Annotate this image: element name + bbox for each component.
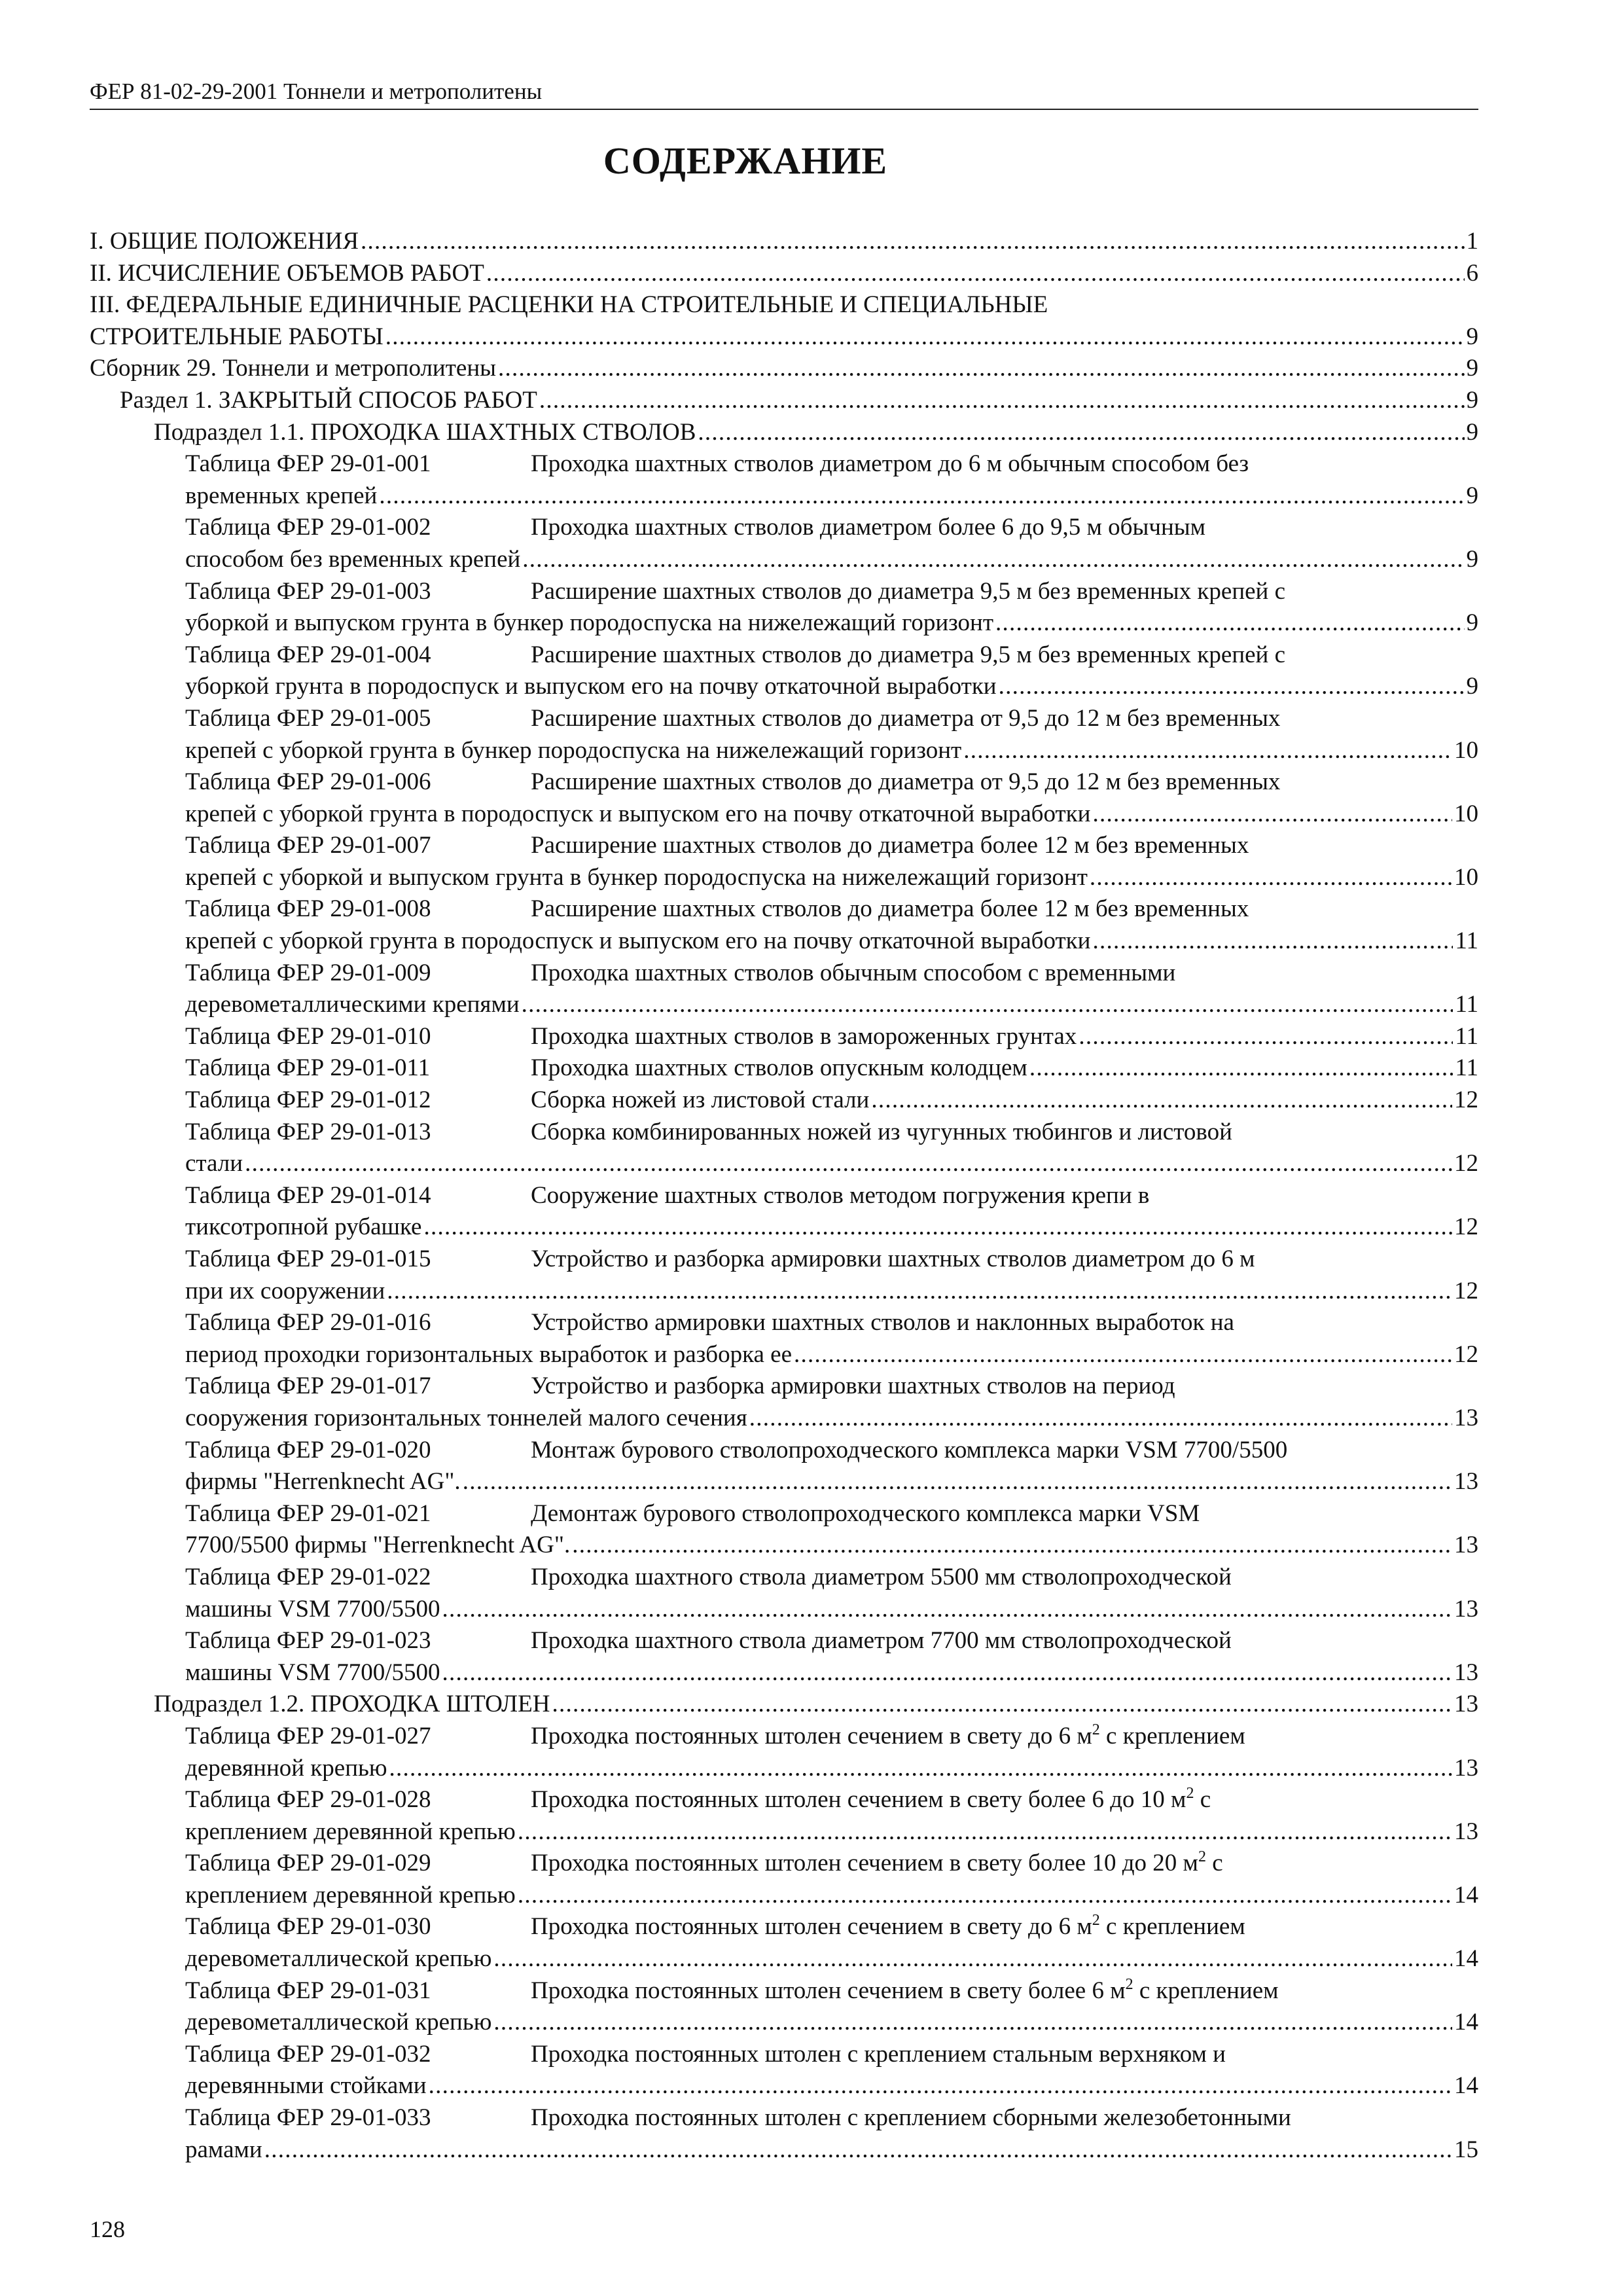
- toc-page-number: 9: [1466, 355, 1478, 382]
- toc-page-number: 14: [1454, 1945, 1478, 1973]
- toc-entry[interactable]: [154, 1689, 1478, 1721]
- toc-page-number: 12: [1454, 1213, 1478, 1241]
- toc-entry-text: III. ФЕДЕРАЛЬНЫЕ ЕДИНИЧНЫЕ РАСЦЕНКИ НА СТРОИТЕЛЬНЫЕ И СПЕЦИАЛЬНЫЕ: [90, 291, 1048, 319]
- toc-entry-text: Сборник 29. Тоннели и метрополитены: [90, 355, 496, 382]
- toc-entry-line-last: [185, 671, 1478, 703]
- toc-entry-text: Таблица ФЕР 29-01-031 Проходка постоянных штолен сечением в свету более 6 $м^2$ с креплением: [185, 1977, 1279, 2004]
- toc-entry-line-last: [185, 1339, 1478, 1371]
- toc-entry-text: Таблица ФЕР 29-01-003 Расширение шахтных стволов до диаметра 9,5 м без временных крепей с: [185, 578, 1285, 605]
- toc-entry[interactable]: [185, 448, 1478, 512]
- toc-dot-leader: [794, 1339, 1452, 1371]
- toc-dot-leader: [486, 258, 1465, 290]
- toc-table-code: Таблица ФЕР 29-01-030: [185, 1913, 431, 1941]
- toc-entry-line-last: [185, 925, 1478, 958]
- toc-entry[interactable]: [185, 512, 1478, 575]
- toc-dot-leader: [1029, 1052, 1454, 1085]
- toc-entry-line: [185, 639, 1478, 672]
- toc-entry-line-last: [90, 226, 1478, 258]
- toc-page-number: 9: [1466, 673, 1478, 700]
- toc-entry-line: [185, 512, 1478, 544]
- toc-entry-line: [185, 703, 1478, 735]
- toc-dot-leader: [429, 2070, 1452, 2102]
- toc-entry[interactable]: [185, 1371, 1478, 1434]
- toc-entry-line: [185, 1784, 1478, 1816]
- toc-entry-line: [185, 958, 1478, 990]
- toc-table-code: Таблица ФЕР 29-01-013: [185, 1118, 431, 1145]
- toc-dot-leader: [552, 1689, 1452, 1721]
- toc-entry-line-last: [90, 321, 1478, 353]
- toc-entry-line-last: [185, 1148, 1478, 1180]
- toc-entry-text: фирмы "Herrenknecht AG".: [185, 1468, 461, 1496]
- toc-table-code: Таблица ФЕР 29-01-004: [185, 641, 431, 668]
- toc-entry-text: Таблица ФЕР 29-01-007 Расширение шахтных стволов до диаметра более 12 м без временных: [185, 832, 1249, 859]
- toc-page-number: 9: [1466, 545, 1478, 573]
- toc-entry-text: Таблица ФЕР 29-01-030 Проходка постоянных штолен сечением в свету до 6 $м^2$ с креплением: [185, 1913, 1245, 1940]
- toc-table-code: Таблица ФЕР 29-01-005: [185, 704, 431, 732]
- toc-entry-line: [185, 2102, 1478, 2134]
- toc-entry-text: способом без временных крепей: [185, 545, 521, 573]
- toc-page-number: 11: [1455, 991, 1478, 1018]
- toc-entry-line-last: [185, 1052, 1478, 1085]
- toc-page-number: 10: [1454, 863, 1478, 891]
- toc-entry-text: Таблица ФЕР 29-01-009 Проходка шахтных стволов обычным способом с временными: [185, 960, 1175, 986]
- toc-table-code: Таблица ФЕР 29-01-033: [185, 2104, 431, 2132]
- toc-dot-leader: [963, 735, 1452, 767]
- toc-table-code: Таблица ФЕР 29-01-010: [185, 1022, 431, 1050]
- toc-entry-line: [185, 1975, 1478, 2007]
- toc-dot-leader: [493, 1943, 1452, 1975]
- toc-entry-line: [90, 289, 1478, 321]
- toc-entry-line-last: [154, 1689, 1478, 1721]
- toc-entry-text: деревометаллическими крепями: [185, 991, 520, 1018]
- toc-page-number: 15: [1454, 2136, 1478, 2163]
- toc-entry-text: Таблица ФЕР 29-01-011 Проходка шахтных стволов опускным колодцем: [185, 1052, 1027, 1085]
- toc-dot-leader: [423, 1211, 1452, 1244]
- toc-entry-text: Таблица ФЕР 29-01-028 Проходка постоянных штолен сечением в свету более 6 до 10 $м^2$ с: [185, 1786, 1211, 1813]
- toc-table-code: Таблица ФЕР 29-01-015: [185, 1246, 431, 1272]
- toc-entry-line-last: [90, 258, 1478, 290]
- toc-page-number: 11: [1455, 927, 1478, 955]
- toc-page-number: 1: [1466, 228, 1478, 255]
- toc-page-number: 9: [1466, 323, 1478, 350]
- toc-entry[interactable]: [185, 830, 1478, 893]
- toc-dot-leader: [518, 1880, 1452, 1912]
- toc-table-code: Таблица ФЕР 29-01-021: [185, 1499, 431, 1527]
- toc-entry-text: крепей с уборкой грунта в породоспуск и выпуском его на почву откаточной выработки: [185, 800, 1091, 827]
- toc-entry-line: [185, 1180, 1478, 1212]
- toc-entry[interactable]: [185, 1021, 1478, 1053]
- toc-entry-text: Таблица ФЕР 29-01-023 Проходка шахтного ствола диаметром 7700 мм стволопроходческой: [185, 1627, 1232, 1654]
- toc-table-code: Таблица ФЕР 29-01-031: [185, 1977, 431, 2004]
- toc-table-code: Таблица ФЕР 29-01-016: [185, 1309, 431, 1336]
- toc-entry-text: 7700/5500 фирмы "Herrenknecht AG".: [185, 1532, 571, 1559]
- toc-dot-leader: [572, 1530, 1452, 1562]
- toc-entry-line-last: [185, 1753, 1478, 1785]
- toc-entry[interactable]: [120, 385, 1478, 417]
- toc-entry-text: крепей с уборкой грунта в породоспуск и выпуском его на почву откаточной выработки: [185, 927, 1091, 955]
- toc-entry-line-last: [185, 2007, 1478, 2039]
- toc-entry-line-last: [185, 735, 1478, 767]
- toc-entry-text: СТРОИТЕЛЬНЫЕ РАБОТЫ: [90, 323, 383, 350]
- toc-dot-leader: [1092, 925, 1453, 958]
- toc-entry-line: [185, 830, 1478, 862]
- toc-entry-line: [185, 1911, 1478, 1943]
- toc-entry-line-last: [120, 385, 1478, 417]
- toc-page-number: 13: [1454, 1754, 1478, 1782]
- toc-entry-line: [185, 1562, 1478, 1594]
- toc-entry[interactable]: [185, 576, 1478, 639]
- toc-page-number: 13: [1454, 1404, 1478, 1431]
- toc-entry-line: [185, 1435, 1478, 1467]
- table-of-contents: [90, 226, 1478, 2166]
- toc-entry-text: Таблица ФЕР 29-01-032 Проходка постоянных штолен с креплением стальным верхняком и: [185, 2041, 1226, 2068]
- toc-entry-text: крепей с уборкой грунта в бункер породоспуска на нижележащий горизонт: [185, 736, 962, 764]
- toc-entry-text: Таблица ФЕР 29-01-013 Сборка комбинированных ножей из чугунных тюбингов и листовой: [185, 1119, 1232, 1145]
- toc-entry[interactable]: [90, 258, 1478, 290]
- toc-table-code: Таблица ФЕР 29-01-022: [185, 1563, 431, 1590]
- toc-entry-text: деревянной крепью: [185, 1754, 387, 1782]
- toc-page-number: 10: [1454, 800, 1478, 827]
- toc-entry-text: Таблица ФЕР 29-01-033 Проходка постоянных штолен с креплением сборными железобетонными: [185, 2104, 1291, 2131]
- toc-table-code: Таблица ФЕР 29-01-032: [185, 2040, 431, 2068]
- toc-entry-line: [185, 1117, 1478, 1149]
- toc-entry[interactable]: [185, 1911, 1478, 1975]
- toc-entry-line-last: [185, 1021, 1478, 1053]
- toc-entry-text: креплением деревянной крепью: [185, 1818, 516, 1845]
- toc-entry-line-last: [90, 353, 1478, 385]
- toc-entry-line: [185, 1307, 1478, 1339]
- toc-dot-leader: [389, 1753, 1452, 1785]
- toc-entry-text: Таблица ФЕР 29-01-005 Расширение шахтных стволов до диаметра от 9,5 до 12 м без временных: [185, 705, 1280, 732]
- toc-table-code: Таблица ФЕР 29-01-012: [185, 1086, 431, 1114]
- toc-entry-line-last: [185, 544, 1478, 576]
- running-header: ФЕР 81-02-29-2001 Тоннели и метрополитены: [90, 76, 1478, 110]
- toc-entry-text: Таблица ФЕР 29-01-022 Проходка шахтного ствола диаметром 5500 мм стволопроходческой: [185, 1564, 1232, 1590]
- toc-entry-text: деревянными стойками: [185, 2072, 427, 2100]
- toc-entry-line-last: [185, 862, 1478, 894]
- toc-entry-line-last: [185, 1657, 1478, 1689]
- toc-entry[interactable]: [185, 1625, 1478, 1689]
- toc-entry-text: уборкой грунта в породоспуск и выпуском его на почву откаточной выработки: [185, 673, 997, 700]
- toc-entry-text: Таблица ФЕР 29-01-008 Расширение шахтных стволов до диаметра более 12 м без временных: [185, 895, 1249, 922]
- toc-entry-line: [185, 1371, 1478, 1403]
- toc-entry[interactable]: [185, 1562, 1478, 1625]
- toc-dot-leader: [539, 385, 1465, 417]
- toc-page-number: 13: [1454, 1468, 1478, 1496]
- toc-entry[interactable]: [185, 1117, 1478, 1180]
- toc-entry-text: временных крепей: [185, 482, 378, 509]
- toc-page-number: 14: [1454, 2009, 1478, 2036]
- toc-dot-leader: [442, 1594, 1452, 1626]
- toc-dot-leader: [1090, 862, 1452, 894]
- toc-entry[interactable]: [185, 1052, 1478, 1085]
- toc-dot-leader: [1092, 798, 1452, 831]
- toc-dot-leader: [385, 321, 1465, 353]
- toc-entry-text: Таблица ФЕР 29-01-020 Монтаж бурового стволопроходческого комплекса марки VSM 7700/5500: [185, 1437, 1287, 1463]
- toc-table-code: Таблица ФЕР 29-01-001: [185, 450, 431, 478]
- toc-entry[interactable]: [185, 766, 1478, 830]
- toc-page-number: 9: [1466, 418, 1478, 446]
- toc-table-code: Таблица ФЕР 29-01-029: [185, 1850, 431, 1877]
- toc-entry-text: сооружения горизонтальных тоннелей малого сечения: [185, 1404, 747, 1431]
- toc-table-code: Таблица ФЕР 29-01-017: [185, 1372, 431, 1400]
- toc-entry-line: [185, 893, 1478, 925]
- toc-dot-leader: [387, 1276, 1452, 1308]
- toc-entry[interactable]: [185, 1180, 1478, 1244]
- toc-dot-leader: [379, 480, 1464, 512]
- toc-page-number: 12: [1454, 1340, 1478, 1368]
- toc-entry-line-last: [185, 1594, 1478, 1626]
- toc-entry-text: креплением деревянной крепью: [185, 1881, 516, 1909]
- toc-entry-line-last: [185, 1880, 1478, 1912]
- toc-entry-text: Таблица ФЕР 29-01-017 Устройство и разборка армировки шахтных стволов на период: [185, 1372, 1175, 1399]
- toc-entry-text: Таблица ФЕР 29-01-015 Устройство и разборка армировки шахтных стволов диаметром до 6 м: [185, 1246, 1255, 1272]
- toc-entry-text: тиксотропной рубашке: [185, 1213, 422, 1241]
- toc-entry-line-last: [185, 2134, 1478, 2166]
- toc-table-code: Таблица ФЕР 29-01-011: [185, 1054, 431, 1082]
- toc-entry[interactable]: [90, 289, 1478, 353]
- toc-dot-leader: [463, 1466, 1452, 1498]
- toc-entry-line-last: [185, 2070, 1478, 2102]
- toc-entry-line: [185, 766, 1478, 798]
- page-number: 128: [90, 2216, 125, 2242]
- toc-entry[interactable]: [185, 639, 1478, 703]
- toc-table-code: Таблица ФЕР 29-01-028: [185, 1786, 431, 1814]
- toc-entry-line-last: [185, 607, 1478, 639]
- toc-entry-line-last: [185, 1530, 1478, 1562]
- toc-dot-leader: [518, 1816, 1452, 1848]
- toc-entry-line-last: [185, 1211, 1478, 1244]
- toc-entry-text: Таблица ФЕР 29-01-002 Проходка шахтных стволов диаметром более 6 до 9,5 м обычным: [185, 514, 1205, 541]
- toc-entry-text: I. ОБЩИЕ ПОЛОЖЕНИЯ: [90, 228, 359, 255]
- page-title: СОДЕРЖАНИЕ: [603, 139, 888, 182]
- toc-entry-text: Подраздел 1.1. ПРОХОДКА ШАХТНЫХ СТВОЛОВ: [154, 418, 696, 446]
- toc-entry-line: [185, 448, 1478, 480]
- toc-table-code: Таблица ФЕР 29-01-007: [185, 832, 431, 859]
- toc-entry[interactable]: [185, 1721, 1478, 1784]
- toc-entry[interactable]: [185, 703, 1478, 766]
- toc-entry[interactable]: [185, 958, 1478, 1021]
- toc-entry-line-last: [185, 1085, 1478, 1117]
- toc-entry[interactable]: [154, 417, 1478, 449]
- toc-entry-line: [185, 2039, 1478, 2071]
- toc-entry-text: II. ИСЧИСЛЕНИЕ ОБЪЕМОВ РАБОТ: [90, 259, 484, 287]
- toc-entry[interactable]: [185, 1435, 1478, 1498]
- toc-dot-leader: [498, 353, 1465, 385]
- toc-entry-line-last: [185, 1466, 1478, 1498]
- toc-entry-text: Таблица ФЕР 29-01-016 Устройство армировки шахтных стволов и наклонных выработок на: [185, 1309, 1234, 1336]
- toc-page-number: 9: [1466, 609, 1478, 637]
- toc-entry[interactable]: [185, 1085, 1478, 1117]
- toc-entry-text: машины VSM 7700/5500: [185, 1659, 440, 1686]
- toc-entry-line-last: [185, 1403, 1478, 1435]
- toc-entry-line-last: [185, 798, 1478, 831]
- toc-entry[interactable]: [185, 1244, 1478, 1307]
- toc-entry-text: Таблица ФЕР 29-01-012 Сборка ножей из листовой стали: [185, 1085, 869, 1117]
- toc-dot-leader: [522, 989, 1454, 1021]
- toc-dot-leader: [522, 544, 1464, 576]
- toc-entry-text: деревометаллической крепью: [185, 2009, 492, 2036]
- toc-entry-line: [185, 1848, 1478, 1880]
- toc-entry-text: Таблица ФЕР 29-01-014 Сооружение шахтных стволов методом погружения крепи в: [185, 1182, 1149, 1209]
- toc-dot-leader: [361, 226, 1464, 258]
- toc-dot-leader: [442, 1657, 1452, 1689]
- toc-entry-line: [185, 1625, 1478, 1657]
- toc-table-code: Таблица ФЕР 29-01-009: [185, 959, 431, 986]
- toc-entry-line-last: [185, 1816, 1478, 1848]
- toc-table-code: Таблица ФЕР 29-01-023: [185, 1627, 431, 1655]
- toc-entry[interactable]: [185, 1848, 1478, 1911]
- toc-entry-text: Таблица ФЕР 29-01-004 Расширение шахтных стволов до диаметра 9,5 м без временных крепей с: [185, 641, 1285, 668]
- toc-page-number: 10: [1454, 736, 1478, 764]
- toc-entry-text: при их сооружении: [185, 1277, 385, 1304]
- toc-entry[interactable]: [185, 1975, 1478, 2039]
- toc-entry-text: Таблица ФЕР 29-01-001 Проходка шахтных стволов диаметром до 6 м обычным способом без: [185, 450, 1249, 477]
- toc-entry-text: Таблица ФЕР 29-01-006 Расширение шахтных стволов до диаметра от 9,5 до 12 м без временных: [185, 768, 1280, 795]
- toc-entry[interactable]: [185, 893, 1478, 957]
- toc-page-number: 13: [1454, 1595, 1478, 1623]
- toc-page-number: 12: [1454, 1086, 1478, 1114]
- toc-entry-line: [185, 1721, 1478, 1753]
- toc-entry-text: Подраздел 1.2. ПРОХОДКА ШТОЛЕН: [154, 1691, 550, 1718]
- toc-page-number: 13: [1454, 1659, 1478, 1686]
- toc-entry-line-last: [185, 1943, 1478, 1975]
- toc-page-number: 11: [1455, 1054, 1478, 1082]
- toc-dot-leader: [1079, 1021, 1453, 1053]
- toc-dot-leader: [999, 671, 1465, 703]
- toc-page-number: 13: [1454, 1691, 1478, 1718]
- toc-entry-text: Раздел 1. ЗАКРЫТЫЙ СПОСОБ РАБОТ: [120, 386, 537, 414]
- toc-page-number: 9: [1466, 386, 1478, 414]
- toc-entry-line: [185, 1498, 1478, 1530]
- toc-page-number: 6: [1466, 259, 1478, 287]
- toc-dot-leader: [264, 2134, 1452, 2166]
- toc-entry-line-last: [185, 989, 1478, 1021]
- toc-entry[interactable]: [185, 2039, 1478, 2102]
- toc-entry[interactable]: [185, 1498, 1478, 1562]
- toc-dot-leader: [871, 1085, 1452, 1117]
- toc-table-code: Таблица ФЕР 29-01-027: [185, 1722, 431, 1749]
- toc-table-code: Таблица ФЕР 29-01-014: [185, 1181, 431, 1209]
- toc-dot-leader: [698, 417, 1464, 449]
- toc-entry-text: стали: [185, 1150, 243, 1177]
- toc-entry-line-last: [185, 1276, 1478, 1308]
- toc-entry-text: Таблица ФЕР 29-01-021 Демонтаж бурового стволопроходческого комплекса марки VSM: [185, 1500, 1200, 1527]
- toc-dot-leader: [749, 1403, 1452, 1435]
- toc-entry-text: крепей с уборкой и выпуском грунта в бункер породоспуска на нижележащий горизонт: [185, 863, 1088, 891]
- toc-entry-line: [185, 1244, 1478, 1276]
- toc-page-number: 13: [1454, 1818, 1478, 1845]
- toc-page-number: 9: [1466, 482, 1478, 509]
- toc-dot-leader: [493, 2007, 1452, 2039]
- toc-entry-line-last: [154, 417, 1478, 449]
- toc-page-number: 11: [1455, 1022, 1478, 1050]
- toc-entry[interactable]: [185, 1307, 1478, 1371]
- toc-entry[interactable]: [90, 353, 1478, 385]
- toc-table-code: Таблица ФЕР 29-01-008: [185, 895, 431, 923]
- toc-entry-text: деревометаллической крепью: [185, 1945, 492, 1973]
- toc-entry-text: Таблица ФЕР 29-01-029 Проходка постоянных штолен сечением в свету более 10 до 20 $м^2$ с: [185, 1850, 1223, 1876]
- toc-table-code: Таблица ФЕР 29-01-020: [185, 1436, 431, 1463]
- toc-dot-leader: [995, 607, 1464, 639]
- toc-entry-text: машины VSM 7700/5500: [185, 1595, 440, 1623]
- toc-page-number: 12: [1454, 1277, 1478, 1304]
- toc-entry-text: период проходки горизонтальных выработок и разборка ее: [185, 1340, 793, 1368]
- toc-entry[interactable]: [90, 226, 1478, 258]
- toc-entry-text: рамами: [185, 2136, 262, 2163]
- toc-page-number: 13: [1454, 1532, 1478, 1559]
- toc-entry[interactable]: [185, 2102, 1478, 2166]
- toc-entry-line-last: [185, 480, 1478, 512]
- toc-page-number: 12: [1454, 1150, 1478, 1177]
- toc-entry[interactable]: [185, 1784, 1478, 1848]
- toc-dot-leader: [245, 1148, 1452, 1180]
- toc-table-code: Таблица ФЕР 29-01-002: [185, 514, 431, 541]
- toc-entry-line: [185, 576, 1478, 608]
- toc-page-number: 14: [1454, 1881, 1478, 1909]
- toc-entry-text: Таблица ФЕР 29-01-027 Проходка постоянных штолен сечением в свету до 6 $м^2$ с креплением: [185, 1723, 1245, 1749]
- toc-page-number: 14: [1454, 2072, 1478, 2100]
- toc-table-code: Таблица ФЕР 29-01-003: [185, 577, 431, 605]
- toc-entry-text: уборкой и выпуском грунта в бункер породоспуска на нижележащий горизонт: [185, 609, 994, 637]
- toc-table-code: Таблица ФЕР 29-01-006: [185, 768, 431, 796]
- toc-entry-text: Таблица ФЕР 29-01-010 Проходка шахтных стволов в замороженных грунтах: [185, 1021, 1077, 1053]
